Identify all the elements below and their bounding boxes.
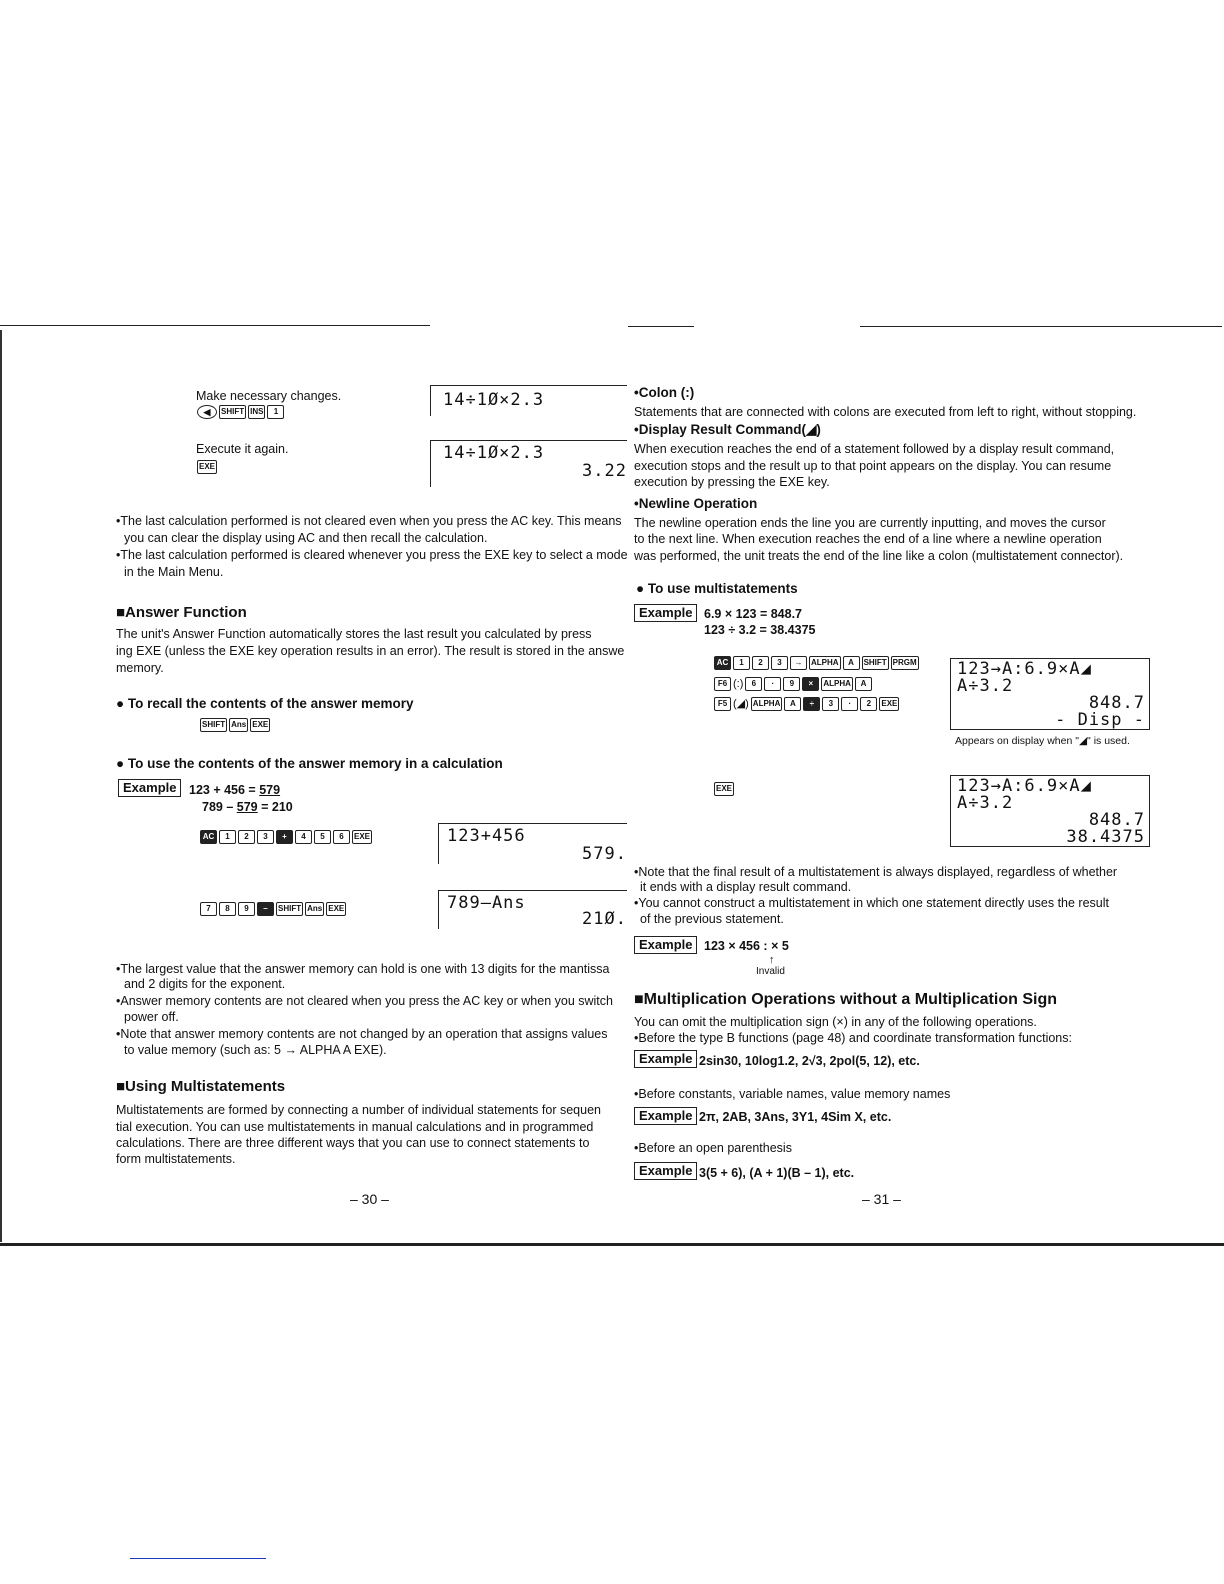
key-dot: ·: [841, 697, 858, 711]
key-alpha: ALPHA: [751, 697, 783, 711]
example-4-text: 2sin30, 10log1.2, 2√3, 2pol(5, 12), etc.: [699, 1054, 920, 1068]
multi-para-1: Multistatements are formed by connecting a number of individual statements for sequen: [116, 1103, 601, 1117]
key-7: 7: [200, 902, 217, 916]
key-f6: F6: [714, 677, 731, 691]
lcd-display-5: [950, 658, 1150, 730]
multi-seq-row3: [714, 696, 899, 712]
key-8: 8: [219, 902, 236, 916]
key-9: 9: [238, 902, 255, 916]
display-text-3: execution by pressing the EXE key.: [634, 475, 830, 489]
mult-bullet-1: •Before the type B functions (page 48) and coordinate transformation functions:: [634, 1031, 1072, 1045]
left-page-number: – 30 –: [350, 1191, 389, 1207]
example-6-badge: [634, 1162, 697, 1180]
key-3: 3: [822, 697, 839, 711]
example-label: Example: [634, 1107, 697, 1125]
bullet-largest-value: •The largest value that the answer memory can hold is one with 13 digits for the mantissa: [116, 962, 610, 976]
key-1: 1: [733, 656, 750, 670]
example-5-text: 2π, 2AB, 3Ans, 3Y1, 4Sim X, etc.: [699, 1110, 892, 1124]
lcd1-line1: 14÷1Ø×2.3: [443, 390, 545, 410]
lcd-display-3: [438, 823, 627, 864]
bullet-not-cleared: •Answer memory contents are not cleared when you press the AC key or when you switch: [116, 994, 613, 1008]
key-4: 4: [295, 830, 312, 844]
newline-text-3: was performed, the unit treats the end of the line like a colon (multistatement connector).: [634, 549, 1124, 563]
lcd-display-1: [430, 385, 627, 416]
invalid-arrow-icon: ↑: [769, 954, 775, 966]
bottom-rule: [0, 1243, 1224, 1246]
disp-label: (◢): [733, 698, 749, 710]
key-shift: SHIFT: [276, 902, 303, 916]
example-1-line1: [189, 782, 280, 798]
example-5-badge: [634, 1107, 697, 1125]
colon-label: (:): [733, 678, 744, 690]
colon-text: Statements that are connected with colons are executed from left to right, without stopping.: [634, 405, 1137, 419]
expr-a: 789 –: [202, 800, 237, 814]
example-3-badge: [634, 936, 697, 954]
example-4-badge: [634, 1050, 697, 1068]
right-page-number: – 31 –: [862, 1191, 901, 1207]
newline-heading: •Newline Operation: [634, 496, 758, 511]
key-multiply: ×: [802, 677, 819, 691]
lcd-display-2: [430, 440, 627, 487]
example-1-line2: [202, 799, 293, 815]
answer-para-3: memory.: [116, 661, 164, 675]
lcd6-line2: A÷3.2: [957, 793, 1014, 813]
expr-c: = 210: [257, 800, 293, 814]
key-exe: EXE: [352, 830, 372, 844]
invalid-label: Invalid: [756, 966, 785, 977]
bullet-last-calc-2: •The last calculation performed is cleared whenever you press the EXE key to select a mode: [116, 548, 628, 562]
key-shift: SHIFT: [219, 405, 246, 419]
key-ac: AC: [714, 656, 731, 670]
key-f5: F5: [714, 697, 731, 711]
key-shift: SHIFT: [862, 656, 889, 670]
example-1-badge: [118, 779, 181, 797]
key-a: A: [843, 656, 860, 670]
footer-short-rule: [130, 1558, 266, 1559]
lcd2-result: 3.22: [582, 461, 627, 481]
example-label: Example: [118, 779, 181, 797]
example-label: Example: [634, 1050, 697, 1068]
key-prgm: PRGM: [891, 656, 919, 670]
display-result-heading: •Display Result Command(◢): [634, 422, 821, 437]
key-6: 6: [333, 830, 350, 844]
bullet-not-changed: •Note that answer memory contents are not changed by an operation that assigns values: [116, 1027, 608, 1041]
key-exe: EXE: [250, 718, 270, 732]
expr-a: 123 + 456 =: [189, 783, 260, 797]
key-2: 2: [238, 830, 255, 844]
lcd5-line4: - Disp -: [1055, 710, 1145, 730]
lcd2-line1: 14÷1Ø×2.3: [443, 443, 545, 463]
key-plus: +: [276, 830, 293, 844]
example-6-text: 3(5 + 6), (A + 1)(B – 1), etc.: [699, 1166, 855, 1180]
example-label: Example: [634, 936, 697, 954]
key-a: A: [784, 697, 801, 711]
bullet-not-changed-b: to value memory (such as: 5 → ALPHA A EXE).: [124, 1043, 387, 1057]
example-label: Example: [634, 1162, 697, 1180]
multi-seq-row1: [714, 656, 919, 670]
colon-heading: •Colon (:): [634, 385, 695, 400]
lcd6-line1: 123→A:6.9×A◢: [957, 776, 1092, 796]
note-final-result-b: it ends with a display result command.: [640, 880, 852, 894]
example-2-badge: [634, 604, 697, 622]
lcd6-line4: 38.4375: [1066, 827, 1145, 847]
expr-b: 579: [236, 800, 258, 814]
key-a: A: [855, 677, 872, 691]
key-exe: EXE: [714, 782, 734, 796]
lcd5-line2: A÷3.2: [957, 676, 1014, 696]
bullet-last-calc-1: •The last calculation performed is not cleared even when you press the AC key. This means: [116, 514, 622, 528]
key-exe: EXE: [197, 460, 217, 474]
key-5: 5: [314, 830, 331, 844]
key-6: 6: [745, 677, 762, 691]
lcd5-line1: 123→A:6.9×A◢: [957, 659, 1092, 679]
top-center-rule: [628, 326, 694, 327]
display-text-1: When execution reaches the end of a statement followed by a display result command,: [634, 442, 1115, 456]
key-alpha: ALPHA: [809, 656, 841, 670]
answer-para-2: ing EXE (unless the EXE key operation results in an error). The result is stored in the answe: [116, 644, 625, 658]
bullet-not-cleared-b: power off.: [124, 1010, 179, 1024]
key-ins: INS: [248, 405, 265, 419]
newline-text-1: The newline operation ends the line you are currently inputting, and moves the cursor: [634, 516, 1106, 530]
display-text-2: execution stops and the result up to that point appears on the display. You can resume: [634, 459, 1112, 473]
key-1: 1: [219, 830, 236, 844]
key-assign: →: [790, 656, 807, 670]
seq1-keys: [200, 830, 372, 844]
exe-key-row: [714, 782, 734, 796]
multistatements-heading: ■Using Multistatements: [116, 1078, 286, 1095]
lcd-display-4: [438, 890, 627, 929]
execute-keys: [197, 460, 217, 474]
execute-label: Execute it again.: [196, 442, 289, 456]
key-9: 9: [783, 677, 800, 691]
note-final-result: •Note that the final result of a multistatement is always displayed, regardless of whether: [634, 865, 1118, 879]
mult-bullet-3: •Before an open parenthesis: [634, 1141, 792, 1155]
lcd6-line3: 848.7: [1088, 810, 1145, 830]
key-exe: EXE: [879, 697, 899, 711]
lcd3-result: 579.: [582, 844, 627, 864]
lcd4-line1: 789–Ans: [447, 893, 526, 913]
answer-para-1: The unit's Answer Function automatically stores the last result you calculated by press: [116, 627, 592, 641]
bullet-last-calc-2b: in the Main Menu.: [124, 565, 224, 579]
multiplication-heading: ■Multiplication Operations without a Multiplication Sign: [634, 991, 1057, 1008]
note-cannot-construct-b: of the previous statement.: [640, 912, 784, 926]
note-cannot-construct: •You cannot construct a multistatement in which one statement directly uses the result: [634, 896, 1109, 910]
lcd-display-6: [950, 775, 1150, 847]
key-minus: –: [257, 902, 274, 916]
bullet-last-calc-1b: you can clear the display using AC and then recall the calculation.: [124, 531, 488, 545]
multi-seq-row2: [714, 676, 872, 692]
key-ans: Ans: [305, 902, 324, 916]
seq2-keys: [200, 902, 346, 916]
top-left-rule: [0, 325, 430, 326]
use-multi-heading: ● To use multistatements: [636, 581, 798, 596]
left-edge-line: [0, 330, 2, 1242]
mult-text-1: You can omit the multiplication sign (×) in any of the following operations.: [634, 1015, 1037, 1029]
key-2: 2: [860, 697, 877, 711]
key-alpha: ALPHA: [821, 677, 853, 691]
example-2-line1: 6.9 × 123 = 848.7: [704, 607, 803, 621]
expr-b: 579: [259, 783, 281, 797]
multi-para-4: form multistatements.: [116, 1152, 236, 1166]
example-3-text: 123 × 456 : × 5: [704, 939, 789, 953]
key-divide: ÷: [803, 697, 820, 711]
use-answer-heading: ● To use the contents of the answer memory in a calculation: [116, 756, 503, 771]
answer-function-heading: ■Answer Function: [116, 604, 247, 621]
example-label: Example: [634, 604, 697, 622]
make-changes-keys: [197, 405, 284, 419]
appears-note: Appears on display when "◢" is used.: [955, 735, 1130, 747]
key-left-arrow: ◀: [197, 405, 217, 419]
key-exe: EXE: [326, 902, 346, 916]
key-ans: Ans: [229, 718, 248, 732]
lcd5-line3: 848.7: [1088, 693, 1145, 713]
top-right-rule: [860, 326, 1222, 327]
key-3: 3: [771, 656, 788, 670]
key-1: 1: [267, 405, 284, 419]
key-2: 2: [752, 656, 769, 670]
key-3: 3: [257, 830, 274, 844]
key-ac: AC: [200, 830, 217, 844]
recall-keys: [200, 718, 270, 732]
multi-para-3: calculations. There are three different ways that you can use to connect statements to: [116, 1136, 590, 1150]
mult-bullet-2: •Before constants, variable names, value memory names: [634, 1087, 951, 1101]
example-2-line2: 123 ÷ 3.2 = 38.4375: [704, 623, 816, 637]
recall-heading: ● To recall the contents of the answer memory: [116, 696, 414, 711]
newline-text-2: to the next line. When execution reaches the end of a line where a newline operation: [634, 532, 1102, 546]
key-dot: ·: [764, 677, 781, 691]
lcd4-result: 21Ø.: [582, 909, 627, 929]
lcd3-line1: 123+456: [447, 826, 526, 846]
bullet-largest-value-b: and 2 digits for the exponent.: [124, 977, 286, 991]
key-shift: SHIFT: [200, 718, 227, 732]
multi-para-2: tial execution. You can use multistatements in manual calculations and in programmed: [116, 1120, 594, 1134]
make-changes-label: Make necessary changes.: [196, 389, 342, 403]
